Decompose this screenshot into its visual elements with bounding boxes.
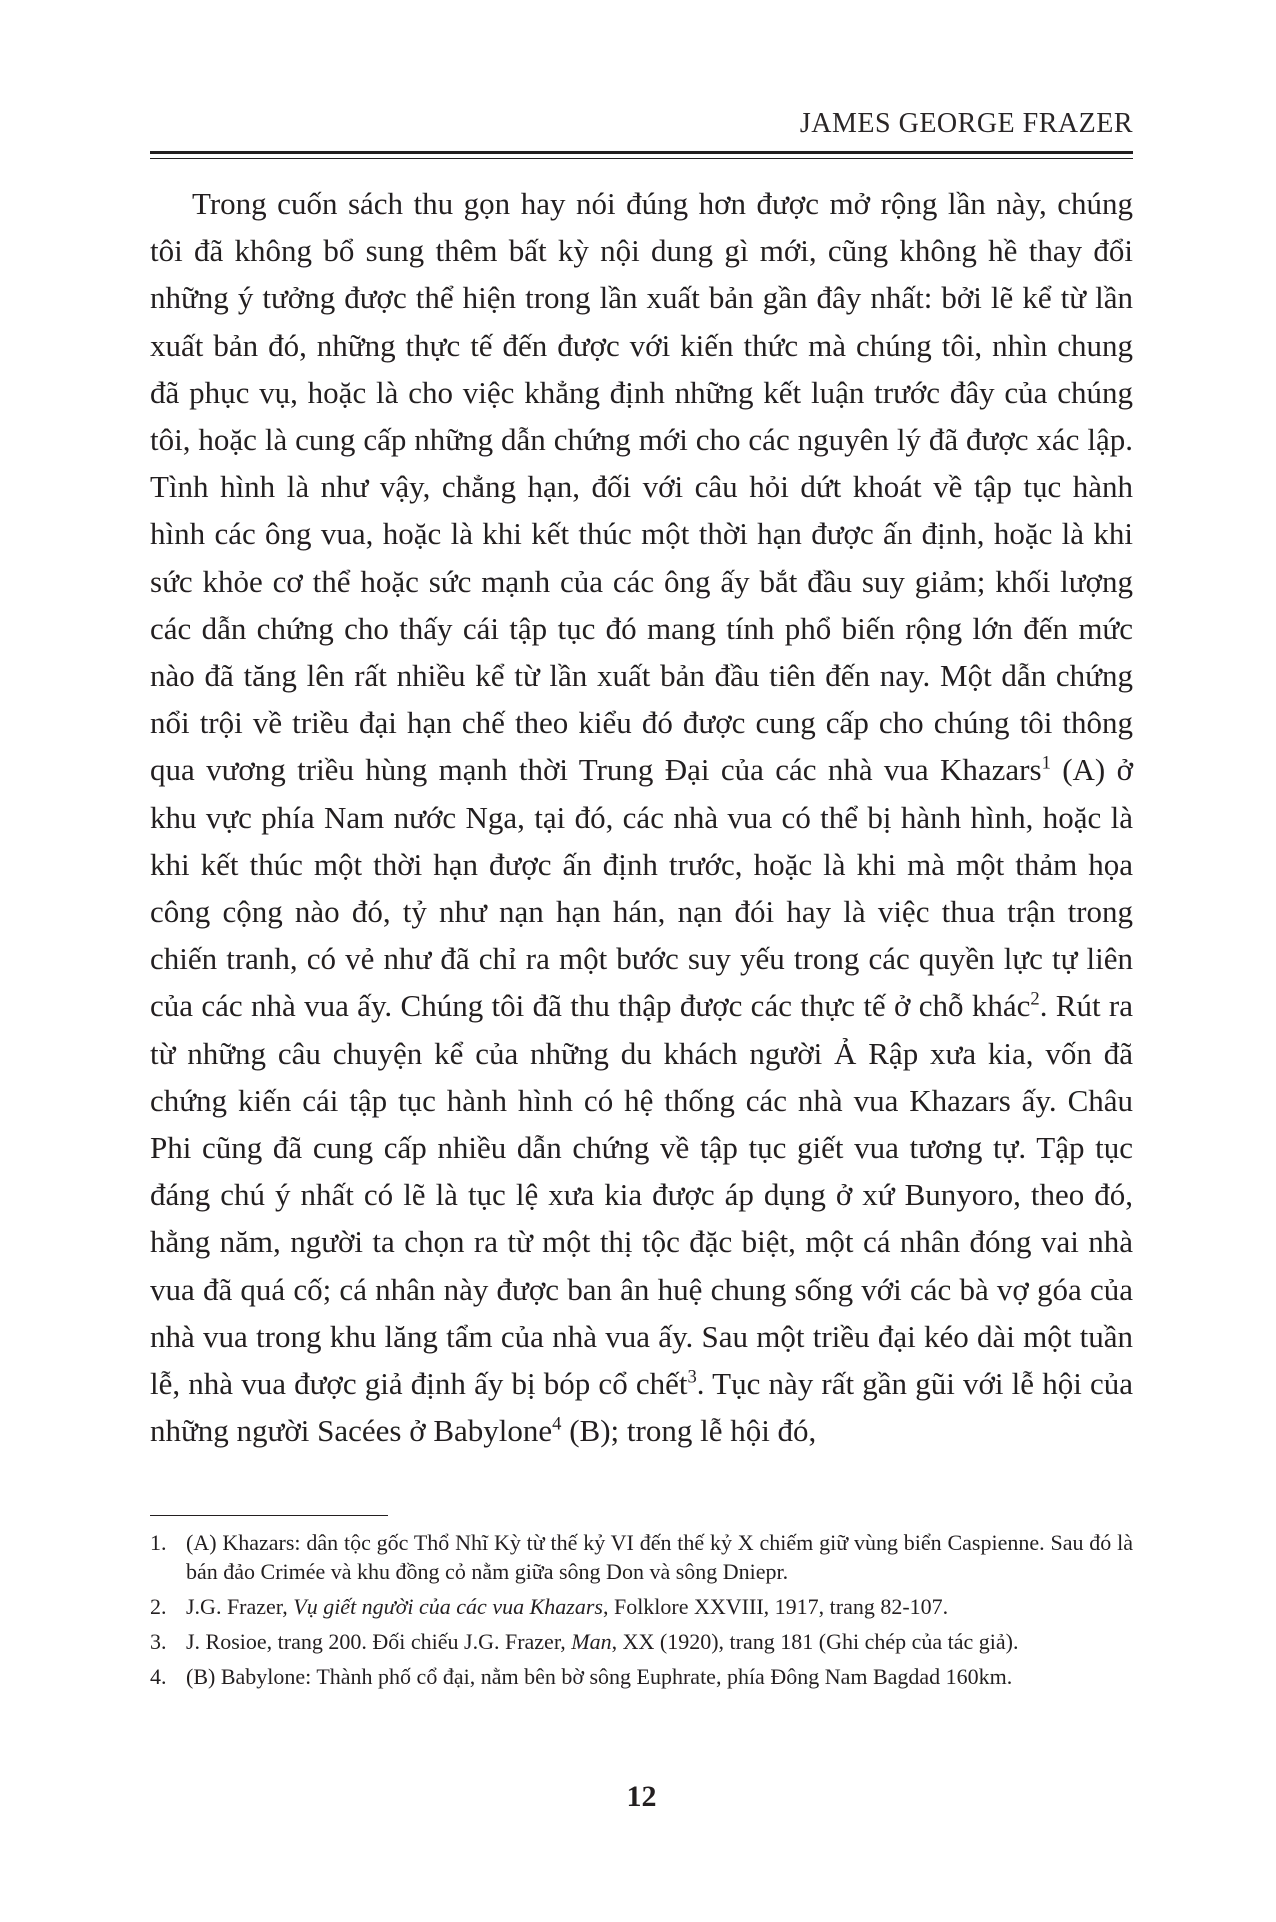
footnote-number: 3. <box>150 1629 167 1654</box>
footnote-number: 1. <box>150 1530 167 1555</box>
footnote-ref-4: 4 <box>552 1413 562 1435</box>
header-rule-thin <box>150 158 1133 159</box>
footnote-title-italic: Vụ giết người của các vua Khazars <box>293 1594 603 1619</box>
footnote-text-pre: J.G. Frazer, <box>186 1594 294 1619</box>
footnotes-list <box>150 1528 1133 1697</box>
body-paragraph <box>150 180 1133 1454</box>
body-text-part-5: (B); trong lễ hội đó, <box>561 1413 817 1449</box>
body-text-part-1: Trong cuốn sách thu gọn hay nói đúng hơn được mở rộng lần này, chúng tôi đã không bổ sung thêm bất kỳ nội dung gì mới, cũng không hề thay đổi những ý tưởng được thể hiện trong lần xuất bản gần đây nhất: bởi lẽ kể từ lần xuất bản đó, những thực tế đến được với kiến thức mà chúng tôi, nhìn chung đã phục vụ, hoặc là cho việc khẳng định những kết luận trước đây của chúng tôi, hoặc là cung cấp những dẫn chứng mới cho các nguyên lý đã được xác lập. Tình hình là như vậy, chẳng hạn, đối với câu hỏi dứt khoát về tập tục hành hình các ông vua, hoặc là khi kết thúc một thời hạn được ấn định, hoặc là khi sức khỏe cơ thể hoặc sức mạnh của các ông ấy bắt đầu suy giảm; khối lượng các dẫn chứng cho thấy cái tập tục đó mang tính phổ biến rộng lớn đến mức nào đã tăng lên rất nhiều kể từ lần xuất bản đầu tiên đến nay. Một dẫn chứng nổi trội về triều đại hạn chế theo kiểu đó được cung cấp cho chúng tôi thông qua vương triều hùng mạnh thời Trung Đại của các nhà vua Khazars <box>150 186 1133 788</box>
footnote-text: (B) Babylone: Thành phố cổ đại, nằm bên bờ sông Euphrate, phía Đông Nam Bagdad 160km. <box>186 1664 1013 1689</box>
running-header: JAMES GEORGE FRAZER <box>799 108 1133 139</box>
footnote-separator <box>150 1515 388 1516</box>
footnote-item <box>150 1627 1133 1656</box>
body-text-part-4: . Tục này rất gần gũi với lễ hội của những người Sacées ở Babylone <box>150 1366 1133 1449</box>
footnote-item <box>150 1592 1133 1621</box>
footnote-number: 2. <box>150 1594 167 1619</box>
footnote-text-post: , XX (1920), trang 181 (Ghi chép của tác giả). <box>611 1629 1019 1654</box>
footnote-text-pre: J. Rosioe, trang 200. Đối chiếu J.G. Frazer, <box>186 1629 572 1654</box>
footnote-number: 4. <box>150 1664 167 1689</box>
footnote-ref-2: 2 <box>1030 989 1040 1011</box>
page-number: 12 <box>626 1780 657 1813</box>
footnote-text-post: , Folklore XXVIII, 1917, trang 82-107. <box>602 1594 949 1619</box>
footnote-text: (A) Khazars: dân tộc gốc Thổ Nhĩ Kỳ từ thế kỷ VI đến thế kỷ X chiếm giữ vùng biển Caspienne. Sau đó là bán đảo Crimée và khu đồng cỏ nằm giữa sông Don và sông Dniepr. <box>186 1530 1133 1584</box>
body-text-part-3: . Rút ra từ những câu chuyện kể của những du khách người Ả Rập xưa kia, vốn đã chứng kiến cái tập tục hành hình có hệ thống các nhà vua Khazars ấy. Châu Phi cũng đã cung cấp nhiều dẫn chứng về tập tục giết vua tương tự. Tập tục đáng chú ý nhất có lẽ là tục lệ xưa kia được áp dụng ở xứ Bunyoro, theo đó, hằng năm, người ta chọn ra từ một thị tộc đặc biệt, một cá nhân đóng vai nhà vua đã quá cố; cá nhân này được ban ân huệ chung sống với các bà vợ góa của nhà vua trong khu lăng tẩm của nhà vua ấy. Sau một triều đại kéo dài một tuần lễ, nhà vua được giả định ấy bị bóp cổ chết <box>150 988 1134 1402</box>
header-rule-thick <box>150 151 1133 154</box>
footnote-text <box>186 1627 1133 1656</box>
footnote-title-italic: Man <box>571 1629 612 1654</box>
body-text-part-2: (A) ở khu vực phía Nam nước Nga, tại đó, các nhà vua có thể bị hành hình, hoặc là khi kết thúc một thời hạn được ấn định trước, hoặc là khi mà một thảm họa công cộng nào đó, tỷ như nạn hạn hán, nạn đói hay là việc thua trận trong chiến tranh, có vẻ như đã chỉ ra một bước suy yếu trong các quyền lực tự liên của các nhà vua ấy. Chúng tôi đã thu thập được các thực tế ở chỗ khác <box>150 752 1133 1024</box>
footnote-text <box>186 1592 1133 1621</box>
footnote-item <box>150 1662 1133 1691</box>
footnote-ref-3: 3 <box>687 1366 697 1388</box>
footnote-item <box>150 1528 1133 1586</box>
footnote-ref-1: 1 <box>1041 753 1051 775</box>
